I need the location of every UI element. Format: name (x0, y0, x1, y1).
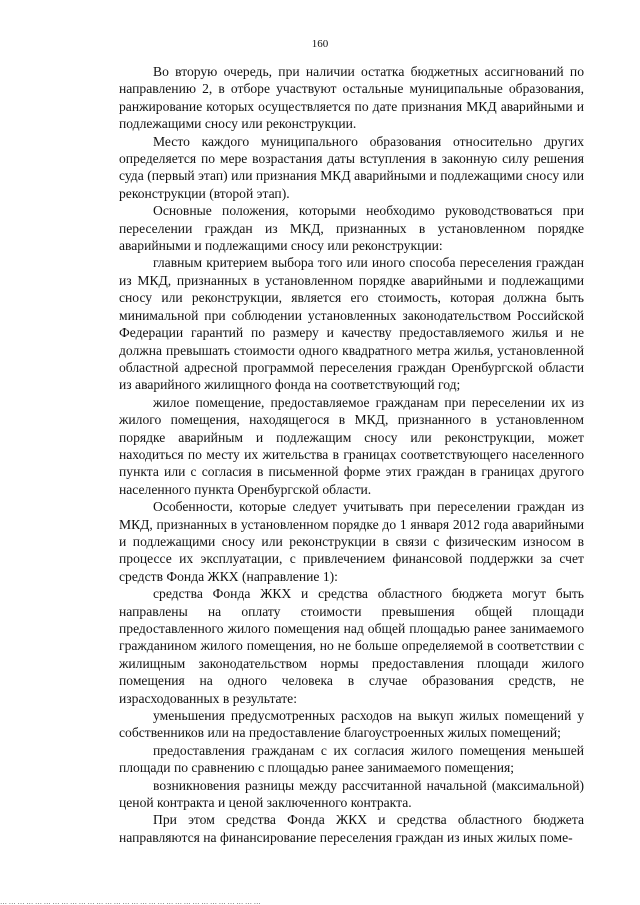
page-number: 160 (311, 38, 329, 50)
paragraph-8: уменьшения предусмотренных расходов на выкуп жилых помещений у собственников или на предоставление благоустроенных жилых помещений; (119, 708, 584, 741)
paragraph-6: Особенности, которые следует учитывать при переселении граждан из МКД, признанных в установленном порядке до 1 января 2012 года аварийными и подлежащими сносу или реконструкции в связи с физическим износом в процессе их эксплуатации, с привлечением финансовой поддержки за счет средств Фонда ЖКХ (направление 1): (119, 499, 584, 584)
paragraph-9: предоставления гражданам с их согласия жилого помещения меньшей площади по сравнению с площадью ранее занимаемого помещения; (119, 742, 584, 776)
cut-off-footer-text: … … … … … … … … … … … … … … … … … … … … … … … … … … … … … … (0, 899, 261, 905)
paragraph-3: Основные положения, которыми необходимо руководствоваться при переселении граждан из МКД, признанных в установленном порядке аварийными и подлежащими сносу или реконструкции: (119, 203, 584, 254)
paragraph-11: При этом средства Фонда ЖКХ и средства областного бюджета направляются на финансирование переселения граждан из иных жилых поме- (119, 812, 584, 845)
paragraph-7: средства Фонда ЖКХ и средства областного бюджета могут быть направлены на оплату стоимости превышения общей площади предоставленного жилого помещения над общей площадью ранее занимаемого гражданином жилого помещения, но не больше определяемой в соответствии с жилищным законодательством нормы предоставления площади жилого помещения на одного человека в случае образования средств, не израсходованных в результате: (119, 586, 584, 706)
paragraph-10: возникновения разницы между рассчитанной начальной (максимальной) ценой контракта и ценой заключенного контракта. (119, 777, 584, 811)
paragraph-1: Во вторую очередь, при наличии остатка бюджетных ассигнований по направлению 2, в отборе участвуют остальные муниципальные образования, ранжирование которых осуществляется по дате признания МКД аварийными и подлежащими сносу или реконструкции. (119, 64, 584, 132)
paragraph-5: жилое помещение, предоставляемое гражданам при переселении их из жилого помещения, находящегося в МКД, признанного в установленном порядке аварийным и подлежащим сносу или реконструкции, может находиться по месту их жительства в границах соответствующего населенного пункта или с согласия в письменной форме этих граждан в границах другого населенного пункта Оренбургской области. (119, 394, 584, 497)
page-body (119, 63, 584, 846)
paragraph-4: главным критерием выбора того или иного способа переселения граждан из МКД, признанных в установленном порядке аварийными и подлежащими сносу или реконструкции, является его стоимость, которая должна быть минимальной при соблюдении установленных законодательством Российской Федерации гарантий по размеру и качеству предоставляемого жилья и не должна превышать стоимости одного квадратного метра жилья, установленной областной адресной программой переселения граждан Оренбургской области из аварийного жилищного фонда на соответствующий год; (119, 255, 584, 393)
paragraph-2: Место каждого муниципального образования относительно других определяется по мере возрастания даты вступления в законную силу решения суда (первый этап) или признания МКД аварийными и подлежащими сносу или реконструкции (второй этап). (119, 133, 584, 201)
